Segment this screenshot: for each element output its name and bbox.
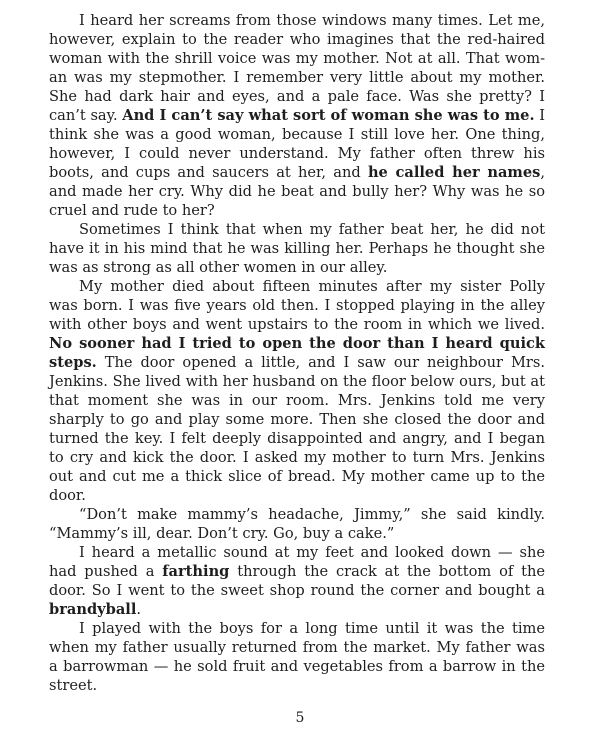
paragraph — [49, 543, 545, 619]
paragraph — [49, 505, 545, 543]
text-run: Sometimes I think that when my father beat her, he did not have it in his mind that he was killing her. Perhaps he thought she was as strong as all other women in our alley. — [49, 221, 545, 276]
body-text — [49, 11, 545, 695]
page-number: 5 — [295, 710, 305, 726]
bold-phrase: farthing — [162, 563, 230, 580]
bold-phrase: he called her names — [367, 164, 541, 181]
text-run: , and made her cry. Why did he beat and bully her? Why was he so cruel and rude to her? — [49, 164, 545, 219]
paragraph — [49, 220, 545, 277]
text-run: . — [136, 601, 142, 618]
bold-phrase: And I can’t say what sort of woman she was to me. — [122, 107, 535, 124]
text-run: I played with the boys for a long time until it was the time when my father usually returned from the market. My father was a barrowman — he sold fruit and vegetables from a barrow in the street. — [49, 620, 545, 694]
paragraph — [49, 277, 545, 505]
bold-phrase: No sooner had I tried to open the door than I heard quick steps. — [49, 335, 545, 371]
text-run: “Don’t make mammy’s headache, Jimmy,” she said kindly. “Mammy’s ill, dear. Don’t cry. Go, buy a cake.” — [49, 506, 545, 542]
bold-phrase: brandyball — [49, 601, 137, 618]
paragraph — [49, 11, 545, 220]
text-run: I think she was a good woman, because I still love her. One thing, however, I could never understand. My father often threw his boots, and cups and saucers at her, and — [49, 107, 545, 181]
text-run: through the crack at the bottom of the door. So I went to the sweet shop round the corner and bought a — [49, 563, 545, 599]
text-run: I heard a metallic sound at my feet and looked down — she had pushed a — [49, 544, 545, 580]
text-run: I heard her screams from those windows many times. Let me, however, explain to the reader who imagines that the red-haired woman with the shrill voice was my mother. Not at all. That woman was my stepmother. I remember very little about my mother. She had dark hair and eyes, and a pale face. Was she pretty? I can’t say. — [49, 12, 545, 124]
text-run: My mother died about fifteen minutes after my sister Polly was born. I was five years old then. I stopped playing in the alley with other boys and went upstairs to the room in which we lived. — [49, 278, 545, 333]
paragraph — [49, 619, 545, 695]
text-run: The door opened a little, and I saw our neighbour Mrs. Jenkins. She lived with her husband on the floor below ours, but at that moment she was in our room. Mrs. Jenkins told me very sharply to go and play some more. Then she closed the door and turned the key. I felt deeply disappointed and angry, and I began to cry and kick the door. I asked my mother to turn Mrs. Jenkins out and cut me a thick slice of bread. My mother came up to the door. — [49, 354, 545, 504]
